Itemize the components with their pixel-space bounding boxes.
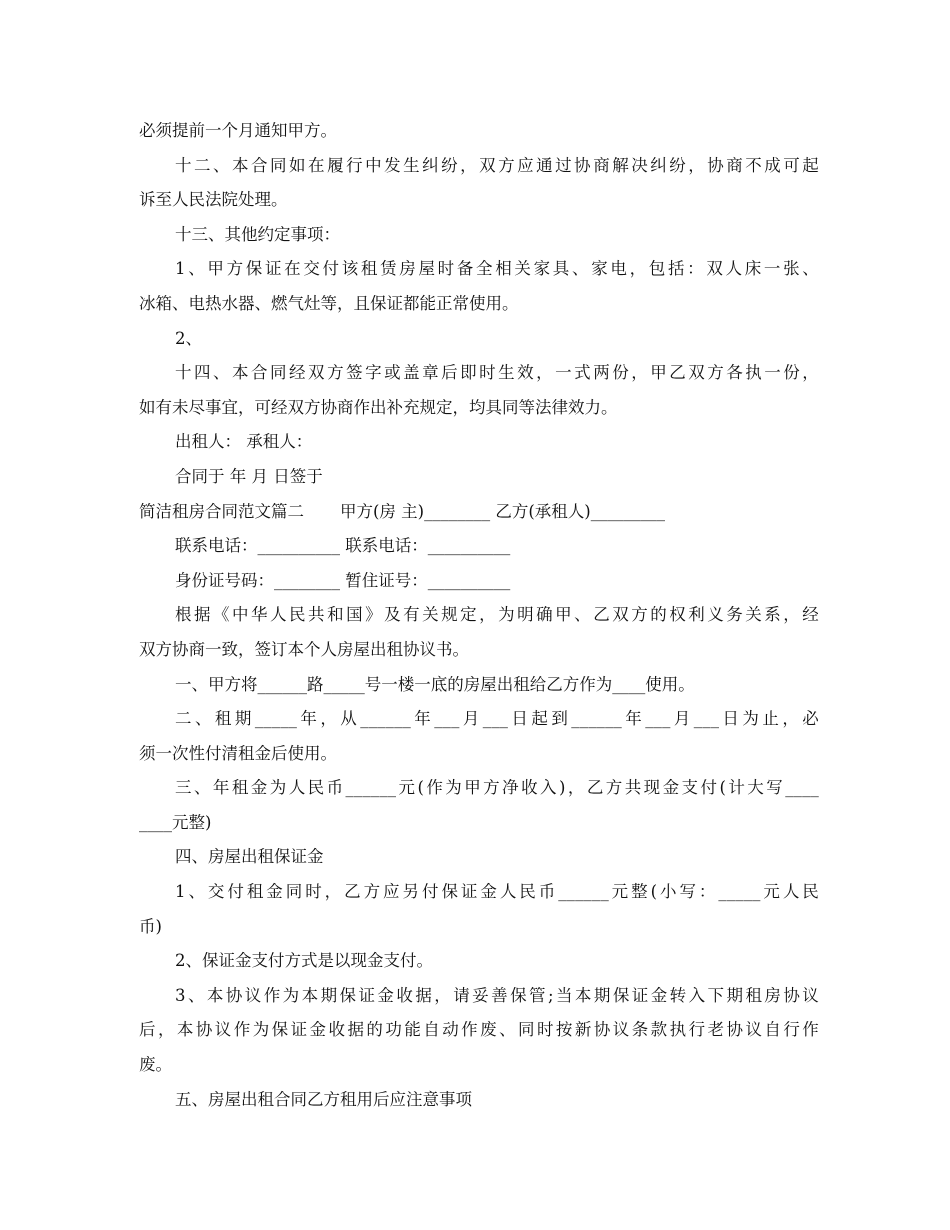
section-two-title: 简洁租房合同范文篇二 <box>139 501 304 521</box>
article-4-item-3-line-3: 废。 <box>139 1055 172 1075</box>
clause-13-item-2: 2、 <box>175 328 202 348</box>
clause-12-line-1: 十二、本合同如在履行中发生纠纷，双方应通过协商解决纠纷，协商不成可起 <box>175 155 819 175</box>
party-fields: 甲方(房 主)________ 乙方(承租人)_________ <box>340 501 665 521</box>
article-3-line-1: 三、年租金为人民币______元(作为甲方净收入)，乙方共现金支付(计大写____ <box>175 778 819 798</box>
paragraph-line: 必须提前一个月通知甲方。 <box>139 121 337 140</box>
clause-14-line-2: 如有未尽事宜，可经双方协商作出补充规定，均具同等法律效力。 <box>139 397 618 417</box>
clause-13-item-1-line-1: 1、甲方保证在交付该租赁房屋时备全相关家具、家电，包括：双人床一张、 <box>175 259 819 279</box>
clause-13-item-1-line-2: 冰箱、电热水器、燃气灶等，且保证都能正常使用。 <box>139 293 519 313</box>
section-two-title-row <box>139 495 819 530</box>
article-4-item-3-line-1: 3、本协议作为本期保证金收据，请妥善保管;当本期保证金转入下期租房协议 <box>175 985 819 1005</box>
clause-14-line-1: 十四、本合同经双方签字或盖章后即时生效，一式两份，甲乙双方各执一份， <box>175 363 819 383</box>
preamble-line-2: 双方协商一致，签订本个人房屋出租协议书。 <box>139 639 469 659</box>
article-4-item-3-line-2: 后，本协议作为保证金收据的功能自动作废、同时按新协议条款执行老协议自行作 <box>139 1020 819 1040</box>
article-2-line-2: 须一次性付清租金后使用。 <box>139 743 337 763</box>
article-3-line-2: ____元整) <box>139 812 212 832</box>
clause-13-heading: 十三、其他约定事项： <box>175 224 340 244</box>
article-4-item-1-line-2: 币) <box>139 916 162 936</box>
article-2-line-1: 二、租期_____年，从______年___月___日起到______年___月___日为止，必 <box>175 709 819 729</box>
phone-fields: 联系电话：__________ 联系电话：__________ <box>175 536 511 556</box>
article-4-item-1-line-1: 1、交付租金同时，乙方应另付保证金人民币______元整(小写：_____元人民 <box>175 882 819 902</box>
preamble-line-1: 根据《中华人民共和国》及有关规定，为明确甲、乙双方的权利义务关系，经 <box>175 605 819 625</box>
id-fields: 身份证号码：________ 暂住证号：__________ <box>175 570 511 590</box>
clause-12-line-2: 诉至人民法院处理。 <box>139 190 288 210</box>
document-body <box>139 114 819 1117</box>
article-4-heading: 四、房屋出租保证金 <box>175 847 324 867</box>
article-5-heading: 五、房屋出租合同乙方租用后应注意事项 <box>175 1089 472 1109</box>
signature-date: 合同于 年 月 日签于 <box>175 466 323 486</box>
article-4-item-2: 2、保证金支付方式是以现金支付。 <box>175 951 433 971</box>
signature-parties: 出租人： 承租人： <box>175 432 313 452</box>
article-1: 一、甲方将______路_____号一楼一底的房屋出租给乙方作为____使用。 <box>175 674 695 694</box>
